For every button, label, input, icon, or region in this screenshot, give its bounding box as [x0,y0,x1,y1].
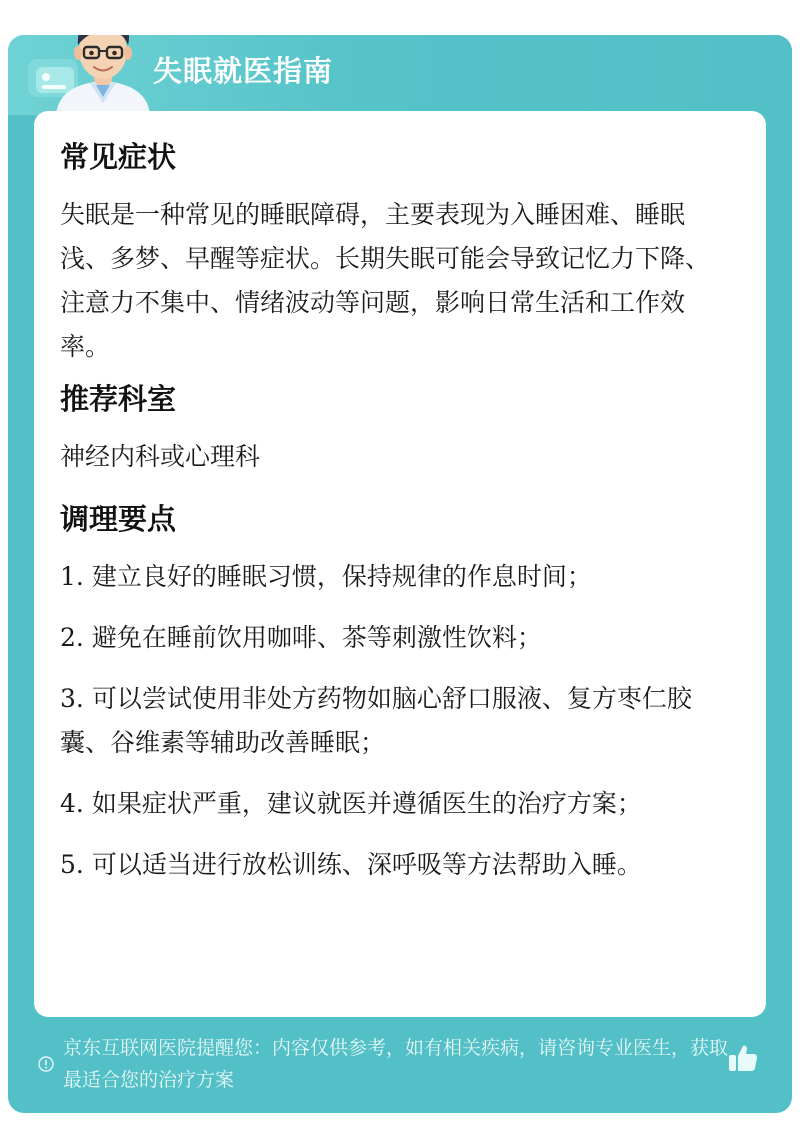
tips-list [60,555,724,887]
list-item-text: 建立良好的睡眠习惯，保持规律的作息时间； [91,562,592,591]
thumbs-up-icon[interactable] [727,1042,759,1074]
info-icon [38,1056,54,1072]
list-item-text: 可以适当进行放松训练、深呼吸等方法帮助入睡。 [91,850,642,879]
footer [8,1018,792,1113]
tips-heading: 调理要点 [60,502,177,536]
department-heading: 推荐科室 [60,382,177,416]
list-item-number: 5. [60,850,84,879]
list-item [60,616,724,660]
list-item-number: 4. [60,789,84,818]
page-title: 失眠就医指南 [153,54,334,88]
list-item-text: 避免在睡前饮用咖啡、茶等刺激性饮料； [91,623,542,652]
list-item-text: 如果症状严重，建议就医并遵循医生的治疗方案； [91,789,642,818]
disclaimer-text: 京东互联网医院提醒您：内容仅供参考，如有相关疾病，请咨询专业医生，获取最适合您的治疗方案 [63,1037,729,1091]
list-item [60,555,724,599]
symptoms-text: 失眠是一种常见的睡眠障碍，主要表现为入睡困难、睡眠浅、多梦、早醒等症状。长期失眠可能会导致记忆力下降、注意力不集中、情绪波动等问题，影响日常生活和工作效率。 [60,200,711,361]
list-item [60,782,724,826]
list-item [60,677,724,765]
list-item-number: 1. [60,562,84,591]
symptoms-heading: 常见症状 [60,140,177,174]
department-text: 神经内科或心理科 [60,442,261,471]
content-card [34,111,766,1017]
list-item-number: 2. [60,623,84,652]
list-item [60,843,724,887]
list-item-text: 可以尝试使用非处方药物如脑心舒口服液、复方枣仁胶囊、谷维素等辅助改善睡眠； [60,684,692,757]
list-item-number: 3. [60,684,84,713]
doctor-avatar-icon [48,35,158,115]
card-content [60,133,724,904]
